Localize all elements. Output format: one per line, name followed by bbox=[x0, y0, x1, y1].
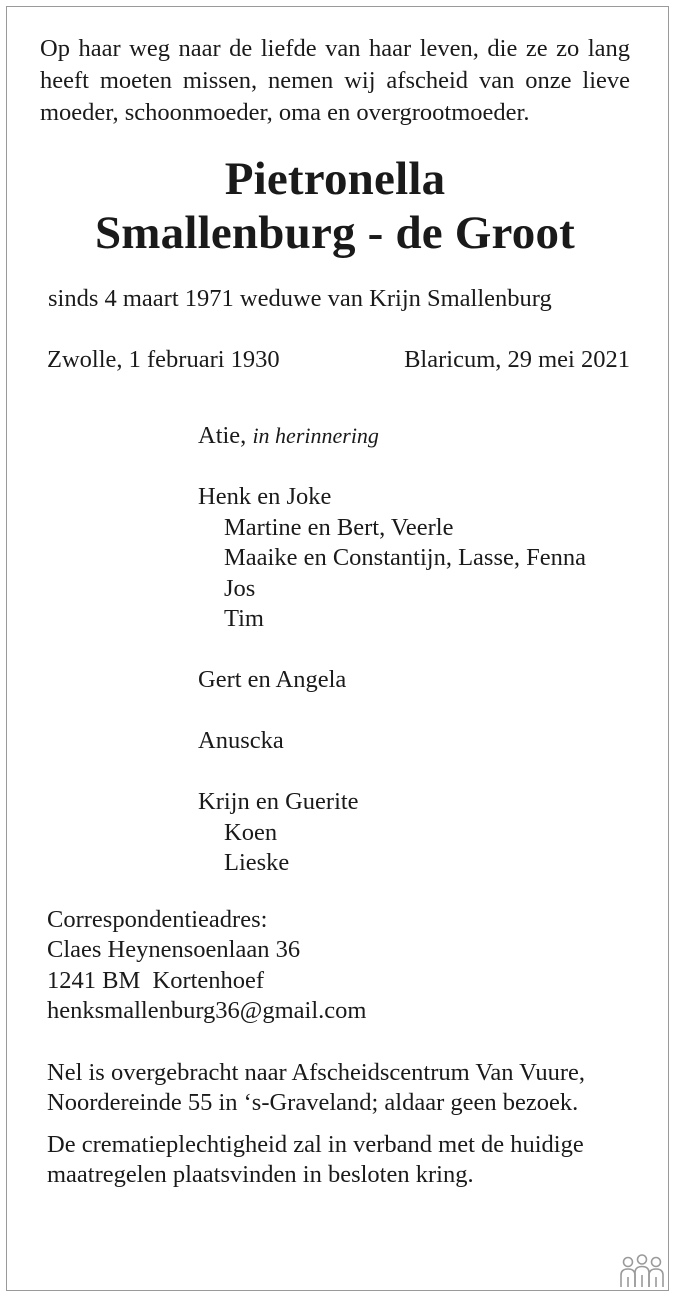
family-child: Martine en Bert, Veerle bbox=[224, 513, 454, 541]
family-list bbox=[198, 421, 630, 879]
transfer-notice: Nel is overgebracht naar Afscheidscentrum Van Vuure, Noordereinde 55 in ‘s-Graveland; aldaar geen bezoek. bbox=[47, 1058, 586, 1116]
intro-text: Op haar weg naar de liefde van haar leven, die ze zo lang heeft moeten missen, nemen wij afscheid van onze lieve moeder, schoonmoeder, oma en overgrootmoeder. bbox=[40, 35, 630, 126]
family-head: Gert en Angela bbox=[198, 666, 347, 693]
family-group-henk bbox=[198, 482, 630, 635]
name-line-2: Smallenburg - de Groot bbox=[94, 207, 576, 259]
family-child: Maaike en Constantijn, Lasse, Fenna bbox=[224, 544, 586, 571]
address-street: Claes Heynensoenlaan 36 bbox=[47, 936, 301, 963]
name-line-1: Pietronella bbox=[224, 153, 446, 205]
correspondence-address bbox=[40, 905, 630, 1027]
birth-date: Zwolle, 1 februari 1930 bbox=[47, 346, 280, 373]
family-group-anuscka bbox=[198, 726, 630, 757]
address-label: Correspondentieadres: bbox=[47, 905, 268, 933]
people-group-icon bbox=[619, 1253, 665, 1289]
family-head: Anuscka bbox=[198, 727, 284, 754]
widow-note: sinds 4 maart 1971 weduwe van Krijn Smallenburg bbox=[48, 285, 552, 312]
deceased-name bbox=[40, 152, 630, 260]
family-group-gert bbox=[198, 665, 630, 696]
family-group-krijn bbox=[198, 787, 630, 879]
family-child: Jos bbox=[224, 574, 256, 602]
family-child: Lieske bbox=[224, 849, 290, 876]
announcement-content bbox=[40, 28, 630, 1191]
family-head: Krijn en Guerite bbox=[198, 788, 359, 815]
family-child: Koen bbox=[224, 818, 278, 846]
family-head: Henk en Joke bbox=[198, 483, 332, 510]
family-child: Tim bbox=[224, 605, 264, 632]
family-head: Atie, bbox=[198, 422, 247, 449]
in-memory-note: in herinnering bbox=[252, 423, 379, 448]
cremation-notice: De crematieplechtigheid zal in verband met de huidige maatregelen plaatsvinden in besloten kring. bbox=[47, 1130, 584, 1188]
family-group-atie bbox=[198, 421, 630, 452]
death-date: Blaricum, 29 mei 2021 bbox=[404, 346, 630, 373]
life-dates bbox=[40, 344, 630, 376]
address-email: henksmallenburg36@gmail.com bbox=[47, 997, 367, 1024]
address-city: 1241 BM Kortenhoef bbox=[47, 966, 265, 994]
